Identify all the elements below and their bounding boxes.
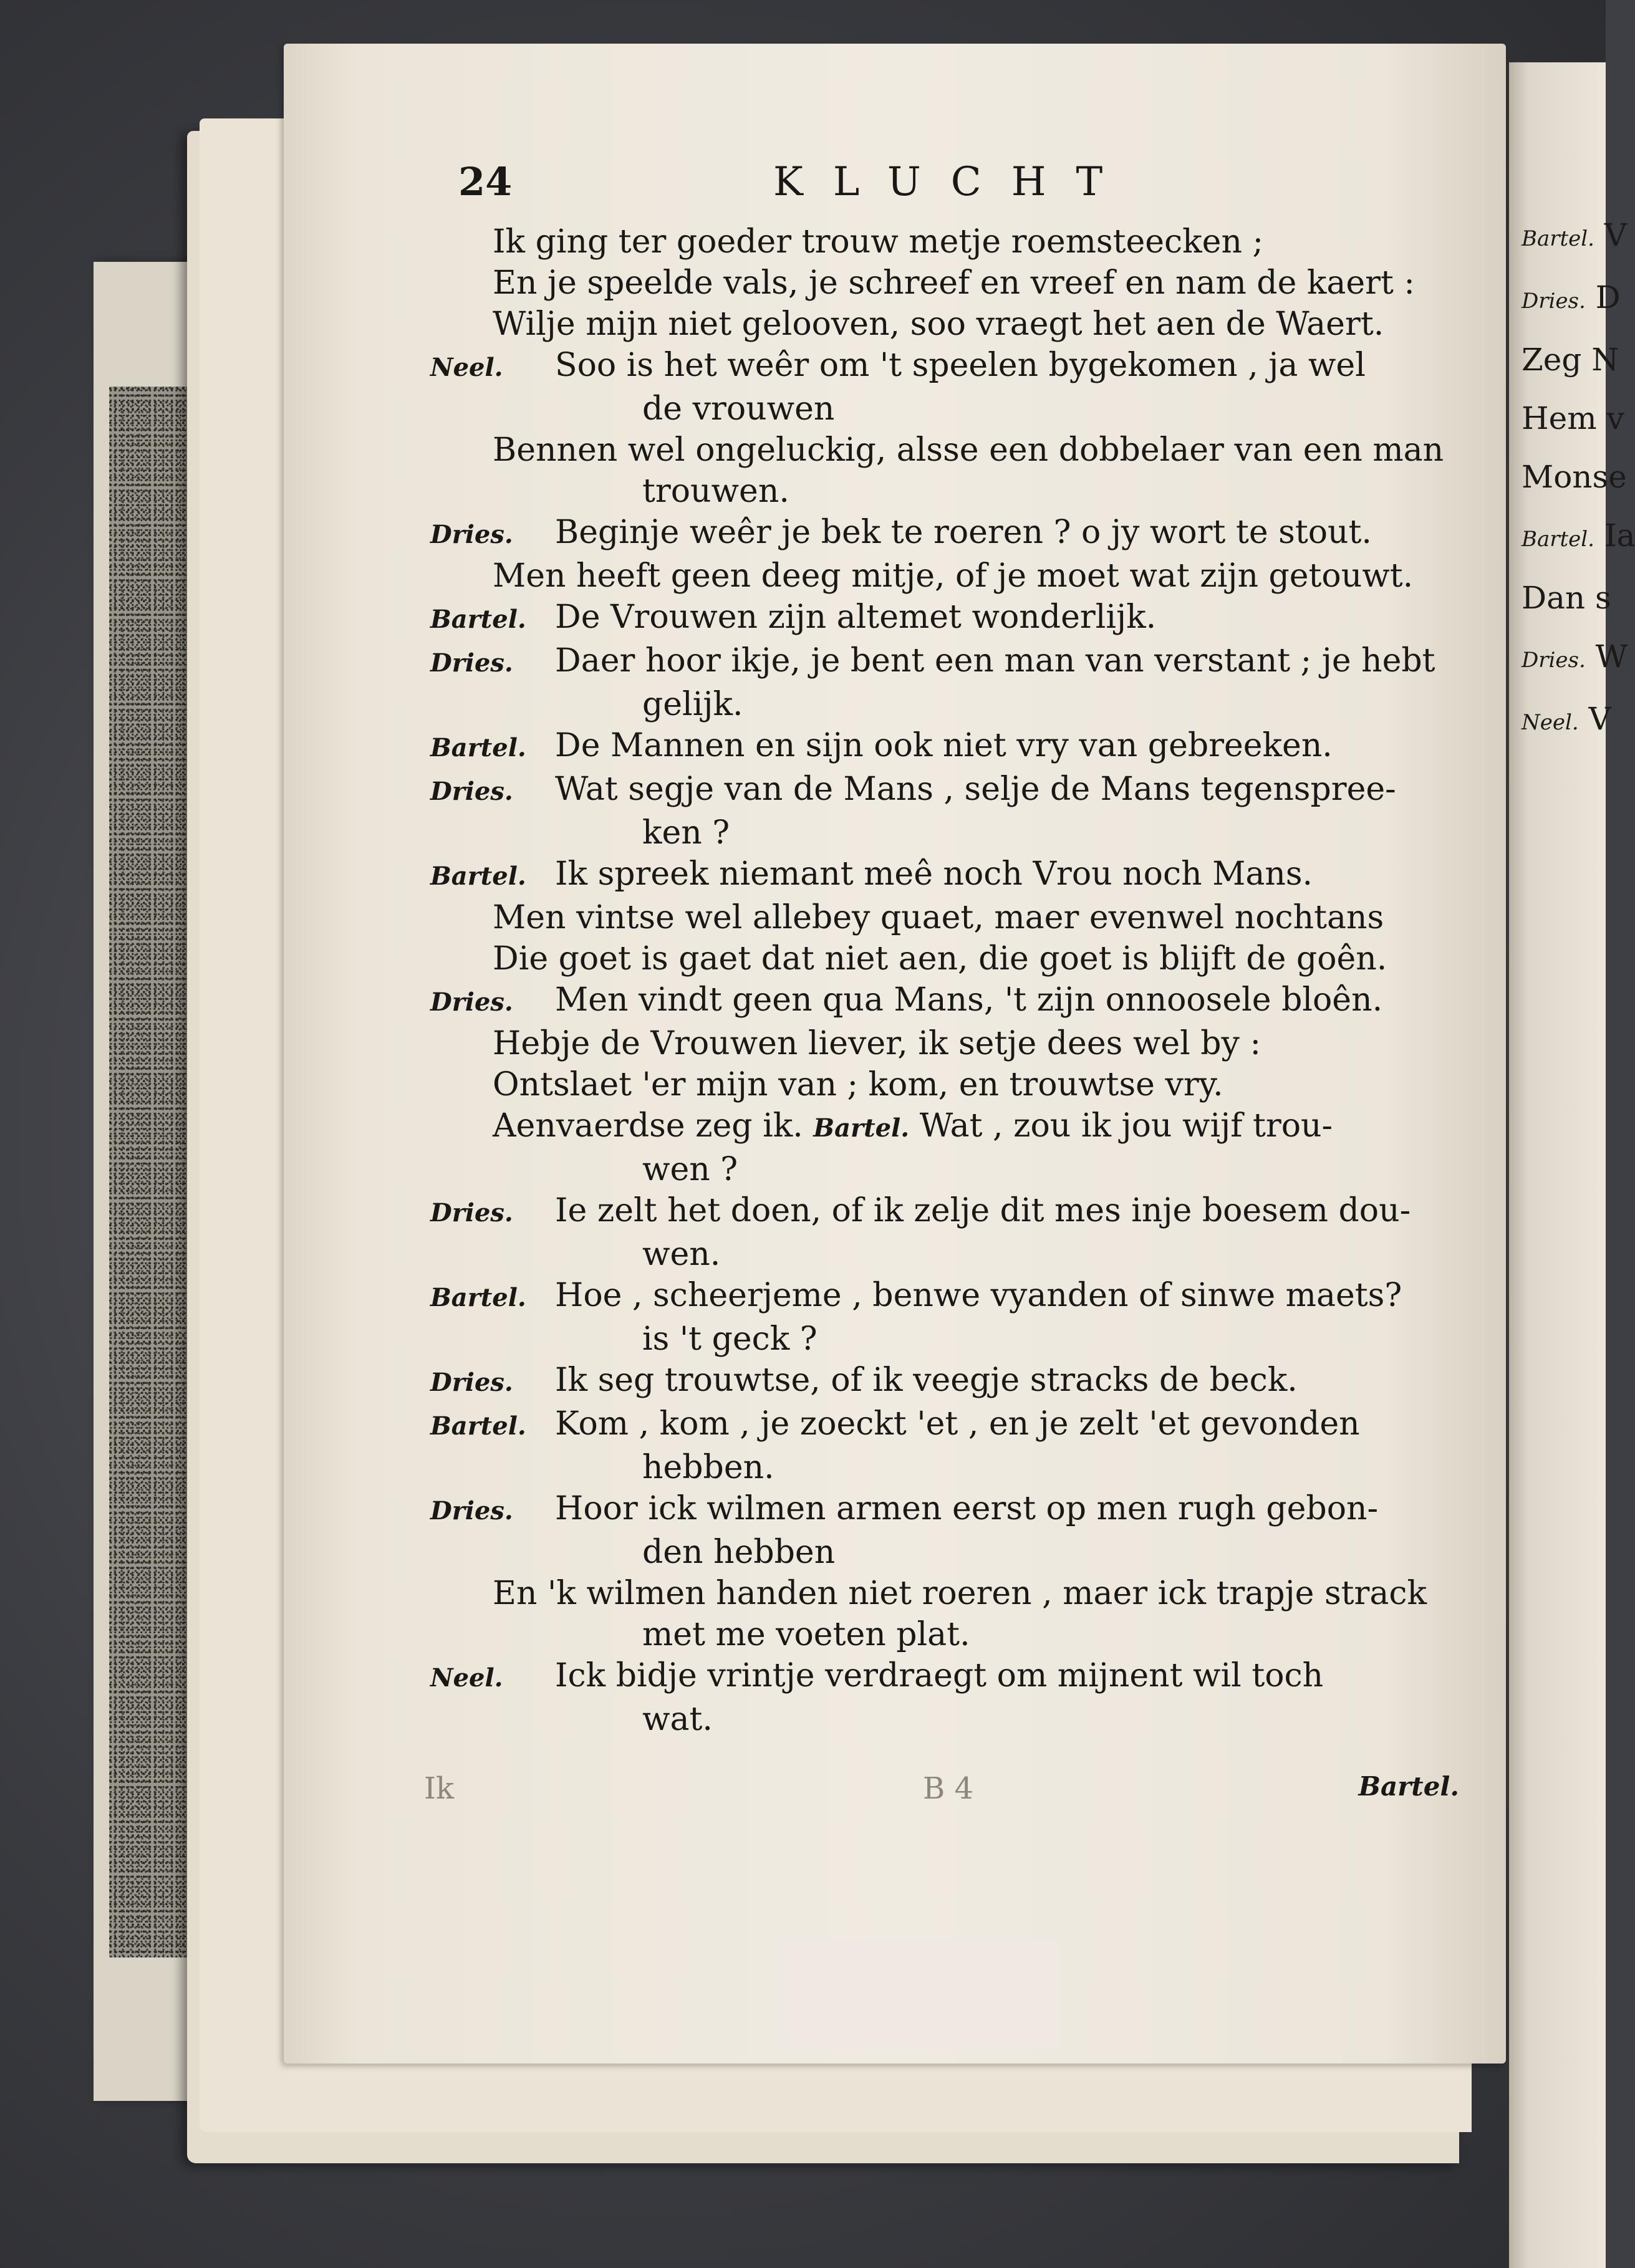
facing-line — [1522, 569, 1611, 627]
verse-text: Ia — [1604, 517, 1635, 554]
verse-text: Wat , zou ik jou wijf trou- — [919, 1107, 1333, 1145]
text-line — [436, 1614, 1459, 1655]
verse-text: Ick bidje vrintje verdraegt om mijnent wil toch — [555, 1657, 1324, 1694]
text-line — [436, 430, 1459, 471]
verse-text: Dan s — [1522, 580, 1611, 616]
text-line — [436, 897, 1459, 938]
page-header — [436, 159, 1459, 221]
text-line — [430, 769, 1459, 812]
text-line — [430, 597, 1459, 640]
verse-text: Ie zelt het doen, of ik zelje dit mes inje boesem dou- — [555, 1192, 1411, 1229]
text-line — [430, 1488, 1459, 1532]
speaker-name: Dries. — [1522, 648, 1586, 673]
verse-text: Zeg N — [1522, 342, 1619, 378]
facing-line — [1522, 206, 1627, 268]
signature-mark: B 4 — [923, 1771, 974, 1806]
text-line — [430, 853, 1459, 897]
verse-text: den hebben — [642, 1534, 836, 1571]
verse-text: Daer hoor ikje, je bent een man van verstant ; je hebt — [555, 642, 1435, 680]
text-line — [436, 1319, 1459, 1360]
text-line — [436, 471, 1459, 512]
text-line — [436, 1447, 1459, 1488]
speaker-name: Dries. — [430, 987, 513, 1017]
text-line — [430, 1190, 1459, 1234]
verse-text: Ik ging ter goeder trouw metje roemsteecken ; — [493, 223, 1263, 261]
facing-line — [1522, 389, 1624, 448]
text-line — [430, 979, 1459, 1023]
speaker-name: Bartel. — [1522, 527, 1594, 552]
speaker-name: Dries. — [430, 520, 513, 549]
verse-text: De Mannen en sijn ook niet vry van gebreeken. — [555, 727, 1333, 764]
text-line — [436, 1149, 1459, 1190]
verse-text: ken ? — [642, 814, 730, 852]
text-line — [436, 1105, 1459, 1149]
text-line — [436, 812, 1459, 853]
speaker-name: Bartel. — [1522, 226, 1594, 251]
verse-text: Men vindt geen qua Mans, 't zijn onnoosele bloên. — [555, 981, 1383, 1019]
text-line — [436, 1699, 1459, 1740]
verse-text: Hoe , scheerjeme , benwe vyanden of sinwe maets? — [555, 1277, 1402, 1314]
speaker-name: Bartel. — [430, 862, 526, 891]
verse-text: Hoor ick wilmen armen eerst op men rugh gebon- — [555, 1490, 1379, 1527]
verse-text: wen ? — [642, 1151, 738, 1188]
show-through-mark: Ik — [424, 1771, 455, 1806]
verse-text: Monse — [1522, 459, 1627, 495]
speaker-name: Bartel. — [430, 733, 526, 762]
verse-text: Wat segje van de Mans , selje de Mans tegenspree- — [555, 771, 1396, 808]
paper-slip — [779, 1939, 1060, 2051]
verse-text: Die goet is gaet dat niet aen, die goet is blijft de goên. — [493, 940, 1387, 978]
text-line — [436, 304, 1459, 345]
verse-text: V — [1604, 217, 1627, 253]
verse-text: Ik spreek niemant meê noch Vrou noch Mans. — [555, 855, 1313, 893]
text-line — [436, 262, 1459, 304]
verse-text: wen. — [642, 1236, 721, 1273]
verse-text: hebben. — [642, 1449, 774, 1486]
verse-text: Wilje mijn niet gelooven, soo vraegt het aen de Waert. — [493, 305, 1384, 343]
play-text — [430, 221, 1459, 1740]
verse-text: is 't geck ? — [642, 1320, 818, 1358]
text-line — [436, 1234, 1459, 1275]
running-title: KLUCHT — [773, 159, 1133, 205]
verse-text: trouwen. — [642, 473, 789, 510]
verse-text: Bennen wel ongeluckig, alsse een dobbelaer van een man — [493, 431, 1444, 469]
text-line — [436, 555, 1459, 597]
speaker-name: Bartel. — [430, 605, 526, 634]
marbled-cover-paper — [109, 387, 196, 1958]
speaker-name: Bartel. — [430, 1283, 526, 1312]
text-line — [436, 388, 1459, 430]
facing-line — [1522, 330, 1619, 389]
page-text-block — [424, 159, 1459, 1821]
verse-text: En 'k wilmen handen niet roeren , maer ick trapje strack — [493, 1575, 1427, 1612]
text-line — [436, 938, 1459, 979]
text-line — [430, 345, 1459, 388]
text-line — [430, 1275, 1459, 1319]
text-line — [436, 1532, 1459, 1573]
verse-text: Aenvaerdse zeg ik. — [493, 1107, 803, 1145]
verse-text: V — [1588, 701, 1611, 737]
verse-text: met me voeten plat. — [642, 1616, 970, 1653]
verse-text: Men vintse wel allebey quaet, maer evenwel nochtans — [493, 899, 1384, 936]
text-line — [436, 684, 1459, 725]
text-line — [430, 1360, 1459, 1403]
verse-text: W — [1595, 638, 1628, 675]
facing-line — [1522, 268, 1621, 330]
speaker-name: Neel. — [1522, 710, 1579, 735]
verse-text: En je speelde vals, je schreef en vreef en nam de kaert : — [493, 264, 1415, 302]
text-line — [430, 1655, 1459, 1699]
verse-text: Hebje de Vrouwen liever, ik setje dees wel by : — [493, 1025, 1261, 1062]
text-line — [430, 1403, 1459, 1447]
text-line — [436, 1064, 1459, 1105]
verse-text: Kom , kom , je zoeckt 'et , en je zelt 'et gevonden — [555, 1405, 1360, 1443]
speaker-name: Dries. — [430, 1368, 513, 1397]
verse-text: Ik seg trouwtse, of ik veegje stracks de beck. — [555, 1362, 1298, 1399]
text-line — [436, 221, 1459, 262]
speaker-name: Dries. — [430, 1198, 513, 1228]
speaker-name: Bartel. — [430, 1411, 526, 1441]
speaker-name: Dries. — [430, 777, 513, 806]
verse-text: wat. — [642, 1701, 713, 1738]
text-line — [430, 640, 1459, 684]
text-line — [436, 1573, 1459, 1614]
speaker-name: Dries. — [430, 1496, 513, 1526]
facing-line — [1522, 448, 1627, 506]
verse-text: Soo is het weêr om 't speelen bygekomen , ja wel — [555, 347, 1366, 384]
verse-text: D — [1595, 279, 1621, 315]
facing-line — [1522, 627, 1628, 690]
speaker-name: Dries. — [430, 648, 513, 678]
catchword: Bartel. — [1358, 1771, 1459, 1802]
verse-text: de vrouwen — [642, 390, 835, 428]
speaker-name: Bartel. — [813, 1113, 910, 1143]
text-line — [430, 512, 1459, 555]
verse-text: Men heeft geen deeg mitje, of je moet wat zijn getouwt. — [493, 557, 1414, 595]
verse-text: gelijk. — [642, 686, 743, 723]
page-number: 24 — [458, 159, 513, 204]
verse-text: Hem v — [1522, 400, 1624, 436]
verse-text: Beginje weêr je bek te roeren ? o jy wort te stout. — [555, 514, 1372, 551]
speaker-name: Dries. — [1522, 289, 1586, 314]
speaker-name: Neel. — [430, 353, 503, 382]
facing-line — [1522, 506, 1635, 569]
text-line — [436, 1023, 1459, 1064]
verse-text: Ontslaet 'er mijn van ; kom, en trouwtse vry. — [493, 1066, 1223, 1103]
speaker-name: Neel. — [430, 1663, 503, 1693]
facing-page-text — [1522, 206, 1635, 752]
verse-text: De Vrouwen zijn altemet wonderlijk. — [555, 598, 1157, 636]
text-line — [430, 725, 1459, 769]
page-footer — [424, 1771, 1459, 1821]
facing-line — [1522, 690, 1611, 752]
